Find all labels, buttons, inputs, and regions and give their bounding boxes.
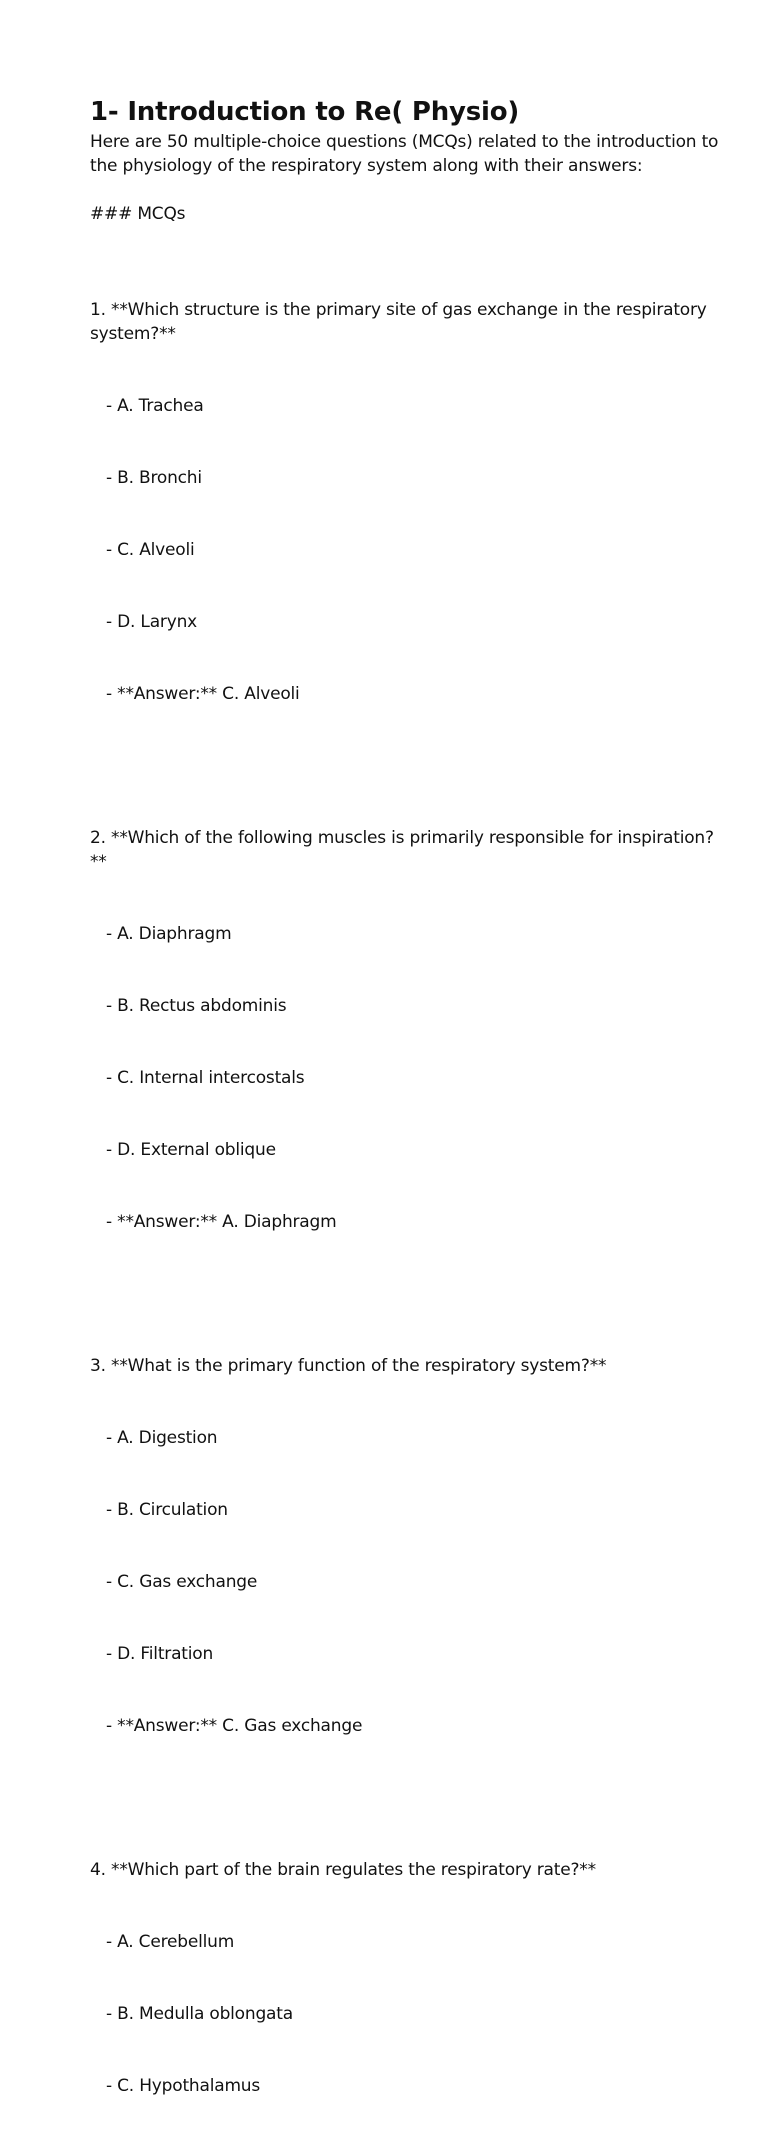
option-a: - A. Trachea [106,396,204,416]
question-4 [90,1810,730,2146]
option-c: - C. Gas exchange [106,1572,258,1592]
option-d: - D. Filtration [106,1644,214,1664]
option-d: - D. Larynx [106,612,198,632]
option-b: - B. Bronchi [106,468,202,488]
section-heading: ### MCQs [90,204,186,224]
question-text: 1. **Which structure is the primary site of gas exchange in the respiratory system?** [90,300,712,344]
question-text: 3. **What is the primary function of the respiratory system?** [90,1356,607,1376]
intro-paragraph: Here are 50 multiple-choice questions (MCQs) related to the introduction to the physiology of the respiratory system along with their answers: [90,132,719,176]
answer-line: - **Answer:** C. Gas exchange [106,1716,363,1736]
option-a: - A. Diaphragm [106,924,232,944]
option-c: - C. Internal intercostals [106,1068,305,1088]
option-b: - B. Medulla oblongata [106,2004,293,2024]
answer-line: - **Answer:** C. Alveoli [106,684,300,704]
option-a: - A. Cerebellum [106,1932,235,1952]
option-d: - D. External oblique [106,1140,276,1160]
spacer [90,754,730,778]
question-2 [90,778,730,1282]
option-c: - C. Alveoli [106,540,195,560]
question-1 [90,250,730,754]
question-3 [90,1306,730,1786]
option-b: - B. Circulation [106,1500,228,1520]
question-text: 4. **Which part of the brain regulates the respiratory rate?** [90,1860,596,1880]
option-a: - A. Digestion [106,1428,218,1448]
spacer [90,178,730,202]
question-text: 2. **Which of the following muscles is primarily responsible for inspiration?** [90,828,714,872]
spacer [90,226,730,250]
answer-line: - **Answer:** A. Diaphragm [106,1212,337,1232]
document-title: 1- Introduction to Re( Physio) [90,97,520,127]
document-page [90,94,730,2146]
spacer [90,1786,730,1810]
spacer [90,1282,730,1306]
option-b: - B. Rectus abdominis [106,996,287,1016]
option-c: - C. Hypothalamus [106,2076,261,2096]
